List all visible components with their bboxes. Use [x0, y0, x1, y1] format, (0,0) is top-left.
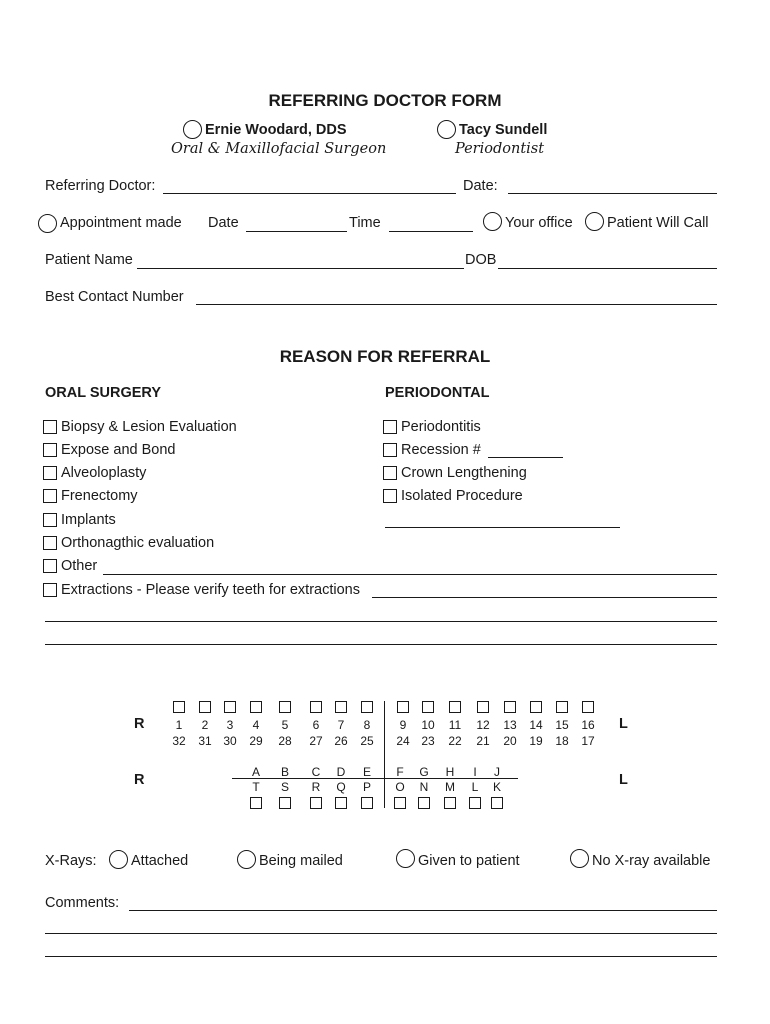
xray-attached-label: Attached: [131, 853, 189, 869]
time-field[interactable]: [389, 231, 473, 232]
xray-given-to-patient-label: Given to patient: [418, 853, 520, 869]
tooth-number: 13: [503, 718, 517, 732]
comments-label: Comments:: [45, 895, 120, 911]
reason-title: REASON FOR REFERRAL: [279, 347, 491, 366]
tooth-checkbox[interactable]: [361, 701, 373, 713]
primary-tooth-checkbox[interactable]: [250, 797, 262, 809]
expose-bond-label: Expose and Bond: [61, 442, 176, 458]
crown-lengthening-checkbox[interactable]: [383, 466, 397, 480]
tooth-number: 19: [529, 734, 543, 748]
other-label: Other: [61, 558, 98, 574]
tooth-chart-midline: [384, 701, 385, 808]
tooth-number: 2: [201, 718, 209, 732]
frenectomy-label: Frenectomy: [61, 488, 138, 504]
primary-tooth-letter: Q: [336, 780, 346, 794]
primary-tooth-checkbox[interactable]: [279, 797, 291, 809]
primary-tooth-checkbox[interactable]: [394, 797, 406, 809]
tooth-number: 30: [223, 734, 237, 748]
tooth-number: 6: [312, 718, 320, 732]
tooth-checkbox[interactable]: [477, 701, 489, 713]
primary-tooth-checkbox[interactable]: [444, 797, 456, 809]
extractions-line-3[interactable]: [45, 644, 717, 645]
form-title: REFERRING DOCTOR FORM: [268, 91, 502, 110]
tooth-checkbox[interactable]: [530, 701, 542, 713]
primary-tooth-letter: F: [396, 765, 404, 779]
implants-checkbox[interactable]: [43, 513, 57, 527]
patient-name-label: Patient Name: [45, 252, 133, 268]
appointment-made-label: Appointment made: [60, 215, 182, 231]
comments-line-2[interactable]: [45, 933, 717, 934]
tooth-checkbox[interactable]: [504, 701, 516, 713]
tooth-checkbox[interactable]: [279, 701, 291, 713]
other-checkbox[interactable]: [43, 559, 57, 573]
xray-none-label: No X-ray available: [592, 853, 711, 869]
tooth-number: 31: [198, 734, 212, 748]
primary-tooth-letter: S: [280, 780, 289, 794]
tooth-number: 15: [555, 718, 569, 732]
primary-tooth-checkbox[interactable]: [335, 797, 347, 809]
date-label: Date:: [463, 178, 498, 194]
primary-tooth-letter: E: [362, 765, 371, 779]
patient-will-call-radio[interactable]: [585, 212, 604, 231]
tooth-checkbox[interactable]: [310, 701, 322, 713]
tooth-checkbox[interactable]: [335, 701, 347, 713]
xrays-label: X-Rays:: [45, 853, 97, 869]
tooth-number: 21: [476, 734, 490, 748]
primary-chart-left-label: L: [619, 772, 628, 788]
tooth-number: 32: [172, 734, 186, 748]
tooth-number: 10: [421, 718, 435, 732]
tooth-checkbox[interactable]: [422, 701, 434, 713]
best-contact-label: Best Contact Number: [45, 289, 184, 305]
primary-tooth-letter: R: [311, 780, 321, 794]
tooth-checkbox[interactable]: [556, 701, 568, 713]
tooth-number: 24: [396, 734, 410, 748]
referring-doctor-field[interactable]: [163, 193, 456, 194]
tooth-number: 23: [421, 734, 435, 748]
primary-tooth-letter: I: [473, 765, 477, 779]
extractions-field[interactable]: [372, 597, 717, 598]
isolated-procedure-checkbox[interactable]: [383, 489, 397, 503]
tooth-checkbox[interactable]: [582, 701, 594, 713]
time-label: Time: [349, 215, 381, 231]
xray-being-mailed-label: Being mailed: [259, 853, 343, 869]
tooth-checkbox[interactable]: [449, 701, 461, 713]
tooth-chart-left-label: L: [619, 716, 628, 732]
patient-will-call-label: Patient Will Call: [607, 215, 709, 231]
extractions-line-2[interactable]: [45, 621, 717, 622]
dob-label: DOB: [465, 252, 497, 268]
your-office-radio[interactable]: [483, 212, 502, 231]
tooth-number: 17: [581, 734, 595, 748]
primary-tooth-letter: T: [252, 780, 260, 794]
primary-tooth-letter: A: [251, 765, 260, 779]
primary-tooth-letter: L: [471, 780, 479, 794]
alveoloplasty-checkbox[interactable]: [43, 466, 57, 480]
tooth-chart-right-label: R: [134, 716, 145, 732]
crown-lengthening-label: Crown Lengthening: [401, 465, 527, 481]
tooth-number: 1: [175, 718, 183, 732]
xray-attached-radio[interactable]: [109, 850, 128, 869]
recession-checkbox[interactable]: [383, 443, 397, 457]
recession-label: Recession #: [401, 442, 481, 458]
primary-tooth-checkbox[interactable]: [491, 797, 503, 809]
tooth-number: 3: [226, 718, 234, 732]
tooth-number: 5: [281, 718, 289, 732]
dob-field[interactable]: [498, 268, 717, 269]
referring-doctor-label: Referring Doctor:: [45, 178, 156, 194]
primary-tooth-letter: D: [336, 765, 346, 779]
doctor-woodard-specialty: Oral & Maxillofacial Surgeon: [171, 141, 387, 157]
orthognathic-checkbox[interactable]: [43, 536, 57, 550]
tooth-number: 4: [252, 718, 260, 732]
doctor-woodard-radio[interactable]: [183, 120, 202, 139]
tooth-number: 28: [278, 734, 292, 748]
tooth-checkbox[interactable]: [199, 701, 211, 713]
tooth-number: 11: [448, 718, 462, 732]
tooth-checkbox[interactable]: [250, 701, 262, 713]
tooth-checkbox[interactable]: [224, 701, 236, 713]
implants-label: Implants: [61, 512, 116, 528]
primary-chart-right-label: R: [134, 772, 145, 788]
tooth-number: 16: [581, 718, 595, 732]
tooth-number: 29: [249, 734, 263, 748]
orthognathic-label: Orthonagthic evaluation: [61, 535, 215, 551]
periodontitis-label: Periodontitis: [401, 419, 481, 435]
primary-tooth-letter: G: [419, 765, 429, 779]
primary-tooth-letter: H: [445, 765, 455, 779]
primary-tooth-letter: N: [419, 780, 429, 794]
isolated-procedure-label: Isolated Procedure: [401, 488, 523, 504]
tooth-checkbox[interactable]: [173, 701, 185, 713]
periodontal-other-field[interactable]: [385, 527, 620, 528]
best-contact-field[interactable]: [196, 304, 717, 305]
recession-field[interactable]: [488, 457, 563, 458]
tooth-number: 26: [334, 734, 348, 748]
xray-given-to-patient-radio[interactable]: [396, 849, 415, 868]
extractions-checkbox[interactable]: [43, 583, 57, 597]
your-office-label: Your office: [505, 215, 573, 231]
periodontitis-checkbox[interactable]: [383, 420, 397, 434]
primary-tooth-letter: B: [280, 765, 289, 779]
periodontal-heading: PERIODONTAL: [385, 385, 490, 401]
tooth-number: 22: [448, 734, 462, 748]
primary-tooth-checkbox[interactable]: [469, 797, 481, 809]
comments-field[interactable]: [129, 910, 717, 911]
tooth-number: 14: [529, 718, 543, 732]
other-field[interactable]: [103, 574, 717, 575]
primary-tooth-letter: J: [494, 765, 500, 779]
date-field[interactable]: [508, 193, 717, 194]
primary-tooth-letter: C: [311, 765, 321, 779]
tooth-number: 20: [503, 734, 517, 748]
doctor-sundell-name: Tacy Sundell: [459, 122, 548, 138]
xray-being-mailed-radio[interactable]: [237, 850, 256, 869]
primary-tooth-letter: O: [395, 780, 405, 794]
primary-tooth-letter: M: [445, 780, 455, 794]
frenectomy-checkbox[interactable]: [43, 489, 57, 503]
tooth-number: 9: [399, 718, 407, 732]
oral-surgery-heading: ORAL SURGERY: [45, 385, 162, 401]
tooth-number: 18: [555, 734, 569, 748]
primary-tooth-checkbox[interactable]: [418, 797, 430, 809]
primary-tooth-letter: K: [492, 780, 501, 794]
biopsy-label: Biopsy & Lesion Evaluation: [61, 419, 237, 435]
tooth-number: 8: [363, 718, 371, 732]
tooth-checkbox[interactable]: [397, 701, 409, 713]
expose-bond-checkbox[interactable]: [43, 443, 57, 457]
extractions-label: Extractions - Please verify teeth for extractions: [61, 582, 360, 598]
appointment-date-label: Date: [208, 215, 239, 231]
tooth-number: 25: [360, 734, 374, 748]
primary-tooth-checkbox[interactable]: [310, 797, 322, 809]
alveoloplasty-label: Alveoloplasty: [61, 465, 147, 481]
appointment-date-field[interactable]: [246, 231, 347, 232]
doctor-sundell-specialty: Periodontist: [455, 141, 545, 157]
patient-name-field[interactable]: [137, 268, 464, 269]
appointment-made-radio[interactable]: [38, 214, 57, 233]
tooth-number: 27: [309, 734, 323, 748]
doctor-woodard-name: Ernie Woodard, DDS: [205, 122, 347, 138]
primary-tooth-letter: P: [362, 780, 371, 794]
biopsy-checkbox[interactable]: [43, 420, 57, 434]
primary-tooth-checkbox[interactable]: [361, 797, 373, 809]
doctor-sundell-radio[interactable]: [437, 120, 456, 139]
tooth-number: 7: [337, 718, 345, 732]
comments-line-3[interactable]: [45, 956, 717, 957]
tooth-number: 12: [476, 718, 490, 732]
xray-none-radio[interactable]: [570, 849, 589, 868]
